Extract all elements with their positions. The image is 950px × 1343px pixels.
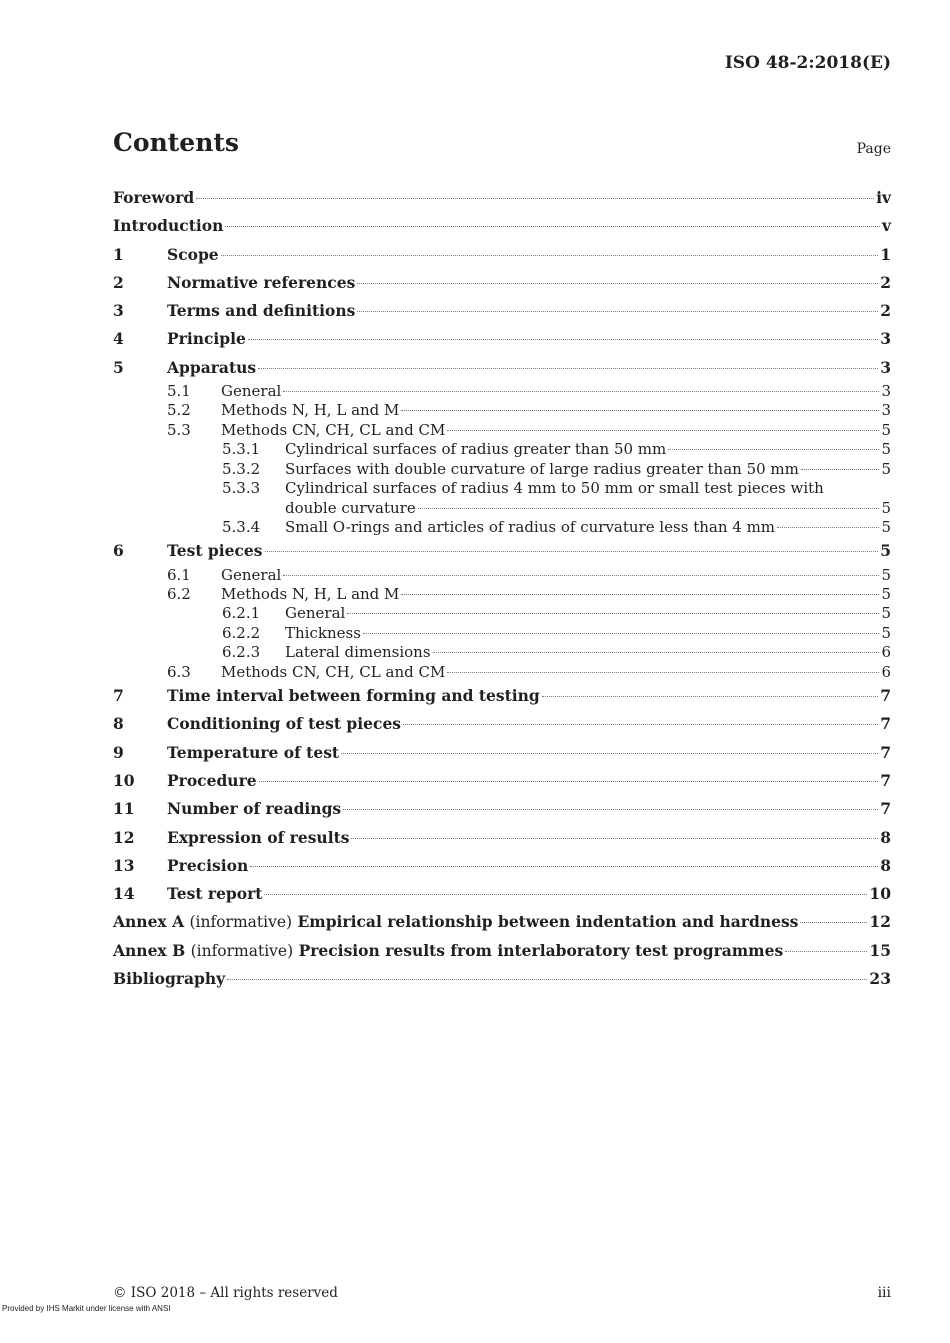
- toc-entry-6-2-3[interactable]: [113, 643, 891, 662]
- toc-number: 4: [113, 329, 124, 349]
- toc-page: 3: [880, 357, 891, 377]
- toc-number: 6.2.2: [222, 623, 261, 642]
- toc-label: Time interval between forming and testing: [167, 686, 540, 706]
- toc-entry-6-2-1[interactable]: [113, 604, 891, 623]
- toc-page: 2: [880, 272, 891, 292]
- dot-leader: [800, 922, 867, 923]
- dot-leader: [357, 283, 878, 284]
- toc-number: 7: [113, 686, 124, 706]
- dot-leader: [248, 339, 878, 340]
- toc-page: 3: [880, 329, 891, 349]
- toc-page: 5: [881, 517, 891, 536]
- toc-number: 5.2: [167, 401, 191, 420]
- toc-entry-1[interactable]: [113, 241, 891, 269]
- toc-entry-5-3-2[interactable]: [113, 460, 891, 479]
- toc-label: Conditioning of test pieces: [167, 714, 402, 734]
- toc-label: Surfaces with double curvature of large radius greater than 50 mm: [285, 459, 799, 478]
- page-number: iii: [877, 1285, 891, 1301]
- toc-number: 3: [113, 301, 124, 321]
- toc-number: 10: [113, 770, 135, 790]
- toc-page: 7: [880, 770, 891, 790]
- toc-page: 8: [880, 855, 891, 875]
- toc-number: 6.3: [167, 662, 191, 681]
- toc-label: Number of readings: [167, 799, 342, 819]
- toc-number: 6.1: [167, 565, 191, 584]
- toc-number: 2: [113, 272, 124, 292]
- toc-page: 5: [881, 623, 891, 642]
- annex-prefix: Annex B: [113, 940, 186, 960]
- toc-page: 5: [881, 440, 891, 459]
- toc-label: Methods CN, CH, CL and CM: [221, 420, 446, 439]
- toc-entry-5-1[interactable]: [113, 382, 891, 401]
- toc-number: 5: [113, 357, 124, 377]
- toc-page: 5: [880, 541, 891, 561]
- toc-label: Test report: [167, 884, 263, 904]
- toc-number: 5.1: [167, 382, 191, 401]
- toc-number: 5.3.4: [222, 517, 261, 536]
- toc-number: 1: [113, 244, 124, 264]
- toc-page: 7: [880, 686, 891, 706]
- toc-entry-bibliography[interactable]: [113, 965, 891, 993]
- toc-label: Thickness: [285, 623, 361, 642]
- annex-type: (informative): [189, 913, 293, 932]
- toc-label: Apparatus: [167, 357, 257, 377]
- toc-number: 12: [113, 827, 135, 847]
- toc-label: General: [221, 382, 282, 401]
- dot-leader: [347, 613, 879, 614]
- toc-entry-7[interactable]: [113, 682, 891, 710]
- toc-entry-8[interactable]: [113, 710, 891, 738]
- toc-label: Test pieces: [167, 541, 263, 561]
- toc-page: v: [881, 216, 891, 236]
- toc-number: 6.2.3: [222, 643, 261, 662]
- annex-title: Empirical relationship between indentation and hardness: [297, 912, 799, 932]
- dot-leader: [227, 979, 867, 980]
- toc-entry-6-1[interactable]: [113, 566, 891, 585]
- copyright-notice: © ISO 2018 – All rights reserved: [113, 1285, 338, 1301]
- toc-entry-6-3[interactable]: [113, 663, 891, 682]
- toc-page: 5: [881, 585, 891, 604]
- toc-entry-6[interactable]: [113, 537, 891, 565]
- toc-label: Methods CN, CH, CL and CM: [221, 662, 446, 681]
- toc-label: Terms and definitions: [167, 301, 356, 321]
- toc-entry-introduction[interactable]: [113, 212, 891, 240]
- toc-page: 1: [880, 244, 891, 264]
- toc-entry-5-3[interactable]: [113, 421, 891, 440]
- dot-leader: [403, 724, 878, 725]
- dot-leader: [196, 198, 874, 199]
- dot-leader: [401, 594, 879, 595]
- table-of-contents: [113, 184, 891, 993]
- toc-label: Foreword: [113, 188, 195, 207]
- page-title: Contents: [113, 128, 240, 157]
- dot-leader: [341, 753, 878, 754]
- toc-number: 5.3.2: [222, 459, 261, 478]
- toc-page: 5: [881, 565, 891, 584]
- dot-leader: [250, 866, 878, 867]
- toc-label: Cylindrical surfaces of radius 4 mm to 50 mm or small test pieces with: [285, 479, 824, 498]
- toc-page: 23: [869, 969, 891, 989]
- toc-entry-10[interactable]: [113, 767, 891, 795]
- toc-entry-6-2-2[interactable]: [113, 624, 891, 643]
- toc-page: 8: [880, 827, 891, 847]
- toc-entry-5-3-1[interactable]: [113, 440, 891, 459]
- toc-label: Cylindrical surfaces of radius greater than 50 mm: [285, 440, 667, 459]
- toc-label: Expression of results: [167, 827, 350, 847]
- toc-entry-4[interactable]: [113, 325, 891, 353]
- toc-label: Methods N, H, L and M: [221, 401, 400, 420]
- toc-page: 7: [880, 799, 891, 819]
- toc-label: Methods N, H, L and M: [221, 585, 400, 604]
- dot-leader: [447, 672, 879, 673]
- dot-leader: [401, 410, 879, 411]
- dot-leader: [343, 809, 878, 810]
- toc-page: 6: [881, 662, 891, 681]
- dot-leader: [668, 449, 879, 450]
- toc-label: General: [285, 604, 346, 623]
- annex-title: Precision results from interlaboratory test programmes: [298, 940, 784, 960]
- dot-leader: [283, 391, 879, 392]
- dot-leader: [777, 527, 879, 528]
- toc-label: Bibliography: [113, 969, 226, 989]
- dot-leader: [264, 894, 867, 895]
- annex-prefix: Annex A: [113, 912, 185, 932]
- toc-page: iv: [876, 188, 891, 207]
- toc-entry-9[interactable]: [113, 739, 891, 767]
- toc-entry-6-2[interactable]: [113, 585, 891, 604]
- toc-entry-5-3-3-line2[interactable]: [113, 499, 891, 518]
- dot-leader: [433, 652, 880, 653]
- toc-number: 6.2.1: [222, 604, 261, 623]
- toc-number: 6.2: [167, 585, 191, 604]
- toc-page: 7: [880, 742, 891, 762]
- dot-leader: [283, 575, 879, 576]
- toc-number: 8: [113, 714, 124, 734]
- dot-leader: [801, 469, 880, 470]
- toc-page: 7: [880, 714, 891, 734]
- toc-page: 2: [880, 301, 891, 321]
- toc-entry-2[interactable]: [113, 269, 891, 297]
- toc-label: [113, 937, 783, 965]
- toc-entry-13[interactable]: [113, 852, 891, 880]
- toc-label: Normative references: [167, 272, 356, 292]
- toc-entry-5[interactable]: [113, 354, 891, 382]
- toc-label: Precision: [167, 855, 249, 875]
- toc-entry-5-3-4[interactable]: [113, 518, 891, 537]
- page-column-label: Page: [856, 141, 891, 157]
- toc-page: 5: [881, 459, 891, 478]
- toc-number: 11: [113, 799, 135, 819]
- toc-label: Scope: [167, 244, 219, 264]
- toc-page: 10: [869, 884, 891, 904]
- toc-label: Temperature of test: [167, 742, 340, 762]
- dot-leader: [357, 311, 878, 312]
- dot-leader: [542, 696, 878, 697]
- toc-entry-5-2[interactable]: [113, 401, 891, 420]
- toc-page: 5: [881, 420, 891, 439]
- toc-number: 5.3.3: [222, 479, 261, 498]
- toc-entry-annex-a[interactable]: [113, 908, 891, 936]
- annex-type: (informative): [190, 941, 294, 960]
- toc-label: Procedure: [167, 770, 257, 790]
- toc-entry-5-3-3-line1[interactable]: [113, 479, 891, 498]
- dot-leader: [265, 551, 879, 552]
- license-notice: Provided by IHS Markit under license with ANSI: [2, 1304, 171, 1313]
- toc-number: 5.3: [167, 420, 191, 439]
- toc-number: 9: [113, 742, 124, 762]
- toc-page: 5: [881, 498, 891, 517]
- toc-entry-foreword[interactable]: [113, 184, 891, 212]
- dot-leader: [221, 255, 879, 256]
- dot-leader: [447, 430, 879, 431]
- toc-label: Introduction: [113, 216, 224, 236]
- toc-label: Lateral dimensions: [285, 643, 431, 662]
- toc-page: 3: [881, 401, 891, 420]
- toc-page: 12: [869, 912, 891, 932]
- toc-entry-annex-b[interactable]: [113, 937, 891, 965]
- dot-leader: [351, 838, 878, 839]
- toc-page: 5: [881, 604, 891, 623]
- toc-page: 3: [881, 382, 891, 401]
- dot-leader: [225, 226, 880, 227]
- toc-number: 6: [113, 541, 124, 561]
- toc-label: [113, 908, 798, 936]
- toc-label: Principle: [167, 329, 246, 349]
- toc-entry-11[interactable]: [113, 795, 891, 823]
- toc-number: 5.3.1: [222, 440, 261, 459]
- toc-label: Small O-rings and articles of radius of curvature less than 4 mm: [285, 517, 776, 536]
- toc-number: 13: [113, 855, 135, 875]
- toc-number: 14: [113, 884, 135, 904]
- toc-entry-14[interactable]: [113, 880, 891, 908]
- dot-leader: [258, 368, 878, 369]
- toc-entry-3[interactable]: [113, 297, 891, 325]
- dot-leader: [418, 508, 880, 509]
- toc-entry-12[interactable]: [113, 824, 891, 852]
- dot-leader: [259, 781, 879, 782]
- document-id: ISO 48-2:2018(E): [724, 53, 891, 73]
- toc-page: 15: [869, 940, 891, 960]
- toc-page: 6: [881, 643, 891, 662]
- toc-label-continued: double curvature: [285, 498, 416, 517]
- dot-leader: [363, 633, 880, 634]
- dot-leader: [785, 951, 867, 952]
- toc-label: General: [221, 565, 282, 584]
